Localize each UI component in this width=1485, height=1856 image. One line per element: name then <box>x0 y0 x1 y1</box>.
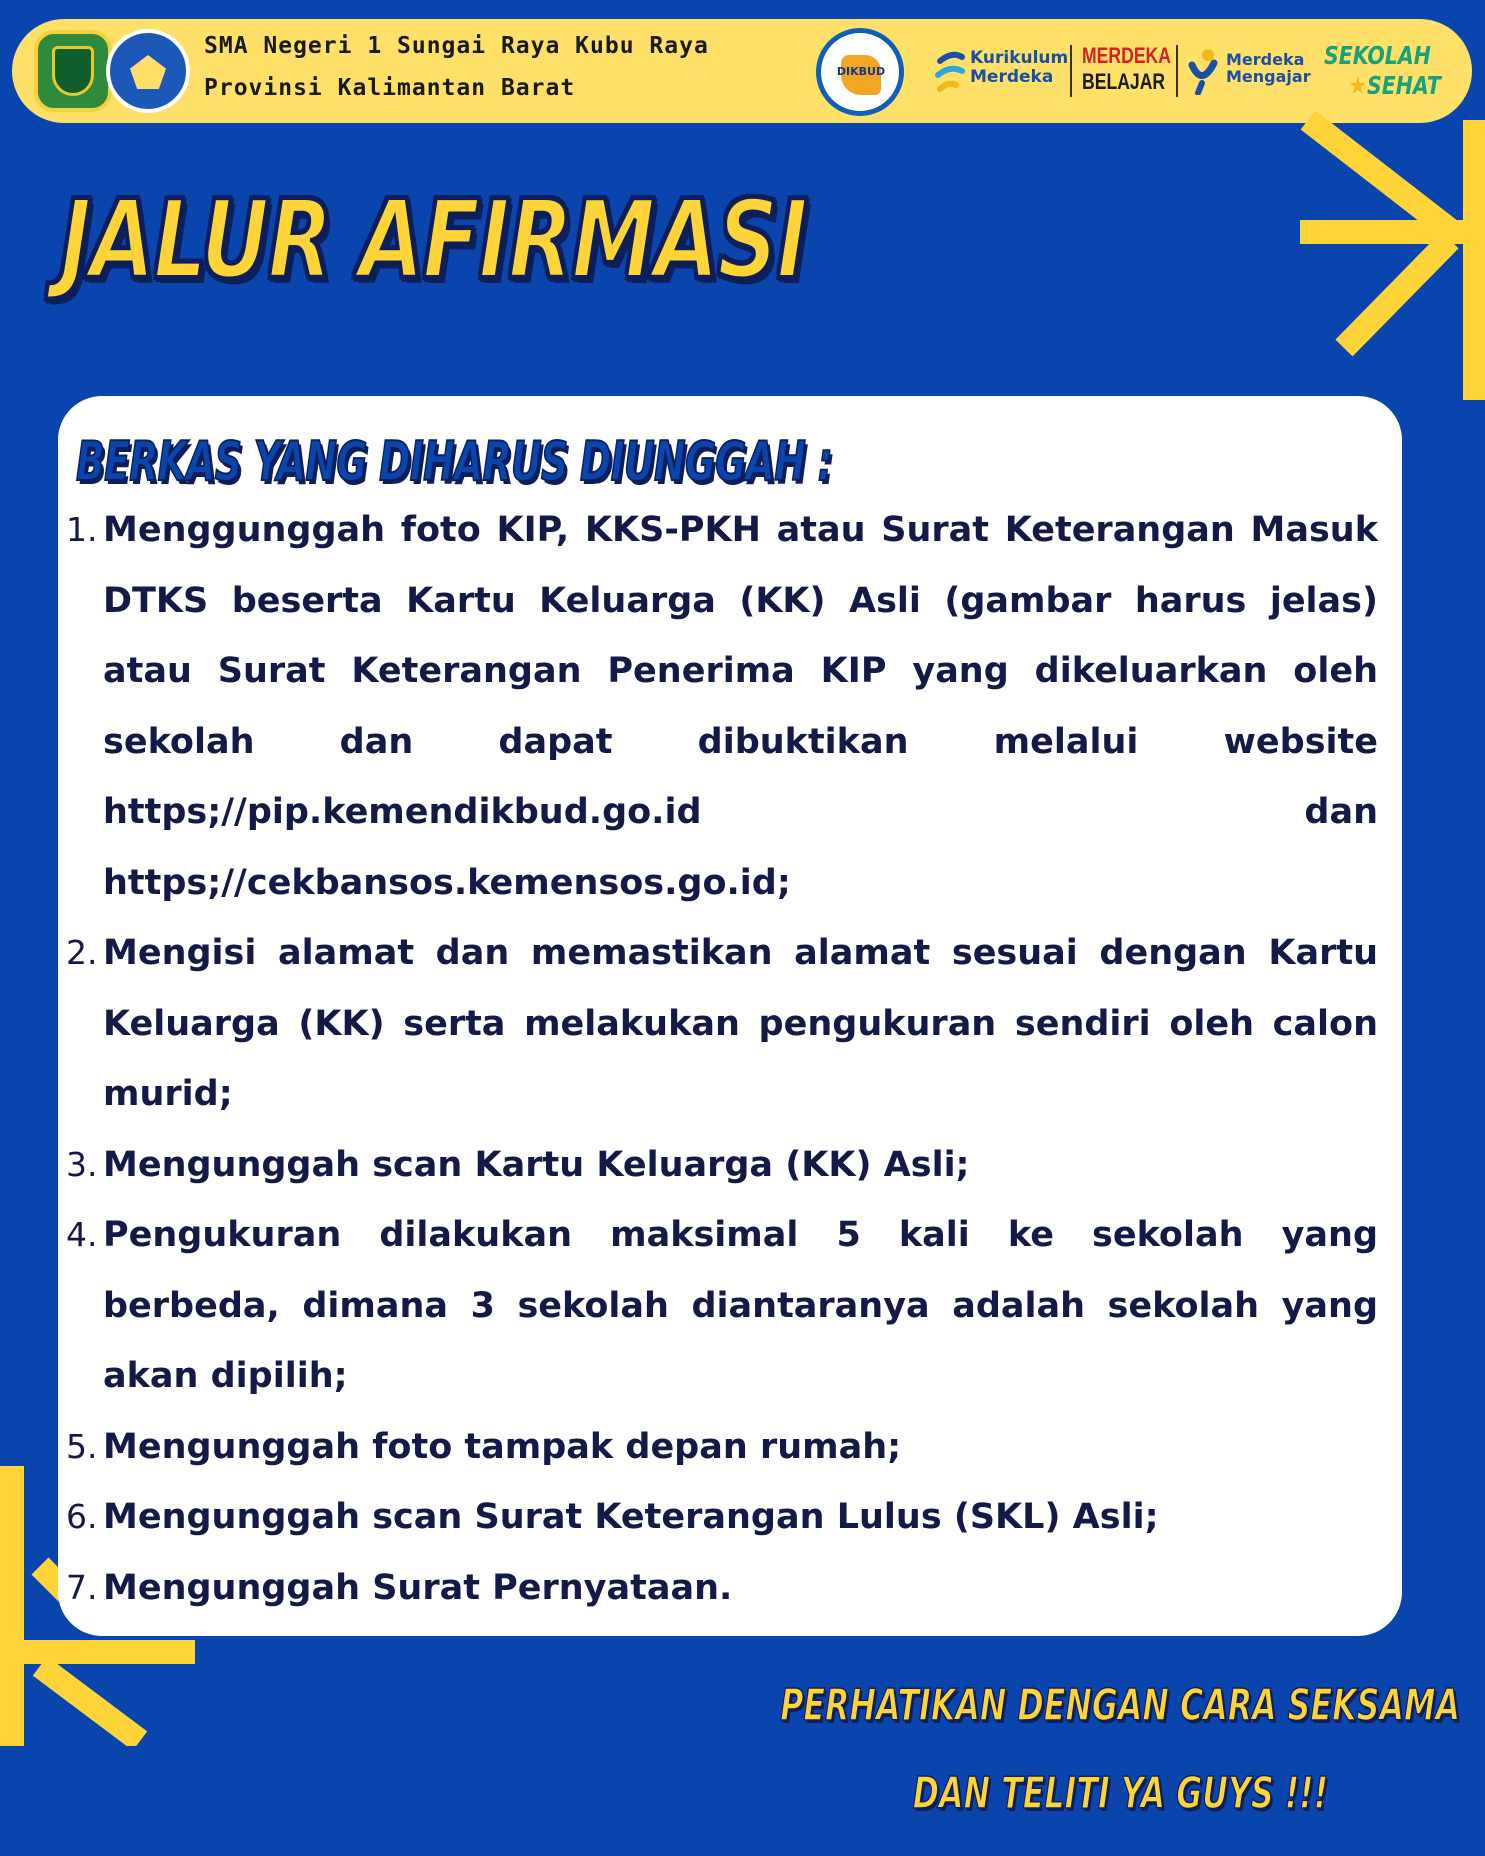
page-title: JALUR AFIRMASI <box>60 178 807 303</box>
footer-line1: PERHATIKAN DENGAN CARA SEKSAMA <box>780 1680 1460 1731</box>
list-item <box>66 1553 1378 1624</box>
footer-note <box>780 1662 1460 1838</box>
list-item <box>66 1482 1378 1553</box>
card-heading: BERKAS YANG DIHARUS DIUNGGAH : <box>76 430 833 493</box>
merdeka-mengajar-logo <box>1226 51 1311 85</box>
list-item-text: Mengunggah scan Surat Keterangan Lulus (SKL) Asli; <box>103 1497 1159 1537</box>
list-item-text: Mengisi alamat dan memastikan alamat sesuai dengan Kartu Keluarga (KK) serta melakukan pengukuran sendiri oleh calon murid; <box>103 933 1378 1114</box>
kurikulum-merdeka-icon <box>934 47 966 95</box>
footer-line2: DAN TELITI YA GUYS !!! <box>912 1768 1328 1819</box>
list-item <box>66 1130 1378 1201</box>
requirements-list <box>66 495 1378 1623</box>
sekolah-sehat-line1: SEKOLAH <box>1324 41 1431 70</box>
list-item-number: 2. <box>66 933 98 972</box>
merdeka-mengajar-line1: Merdeka <box>1226 50 1305 69</box>
list-item-number: 3. <box>66 1144 98 1184</box>
kalbar-province-logo-icon <box>34 30 112 112</box>
merdeka-mengajar-line2: Mengajar <box>1226 67 1311 86</box>
merdeka-belajar-logo <box>1082 43 1171 95</box>
list-item-number: 6. <box>66 1497 98 1536</box>
list-item <box>66 918 1378 1130</box>
list-item <box>66 495 1378 918</box>
merdeka-belajar-line1: MERDEKA <box>1082 43 1171 68</box>
list-item-number: 5. <box>66 1426 98 1466</box>
header-bar <box>12 19 1472 123</box>
kurikulum-line2: Merdeka <box>970 67 1054 87</box>
logo-divider <box>1176 45 1178 97</box>
merdeka-mengajar-icon <box>1188 47 1218 95</box>
list-item-number: 7. <box>66 1567 98 1607</box>
dikbud-logo-icon <box>816 28 904 116</box>
school-name: SMA Negeri 1 Sungai Raya Kubu Raya <box>204 33 709 59</box>
tut-wuri-handayani-logo-icon <box>106 29 190 113</box>
dikbud-logo-text: DIKBUD <box>836 65 886 78</box>
merdeka-belajar-line2: BELAJAR <box>1082 69 1166 94</box>
logo-divider <box>1070 45 1072 97</box>
province-name: Provinsi Kalimantan Barat <box>204 75 576 101</box>
list-item <box>66 1412 1378 1483</box>
list-item-text: Menggunggah foto KIP, KKS-PKH atau Surat Keterangan Masuk DTKS beserta Kartu Keluarga (KK) Asli (gambar harus jelas) atau Surat Keterangan Penerima KIP yang dikeluarkan oleh sekolah dan dapat dibuktikan melalui website https;//pip.kemendikbud.go.id dan https;//cekbansos.kemensos.go.id; <box>103 510 1378 903</box>
kurikulum-line1: Kurikulum <box>970 48 1069 68</box>
list-item-number: 1. <box>66 510 98 549</box>
list-item <box>66 1200 1378 1412</box>
sekolah-sehat-logo <box>1324 41 1441 101</box>
list-item-text: Pengukuran dilakukan maksimal 5 kali ke sekolah yang berbeda, dimana 3 sekolah diantaranya adalah sekolah yang akan dipilih; <box>103 1215 1378 1396</box>
kurikulum-merdeka-logo <box>970 49 1068 87</box>
list-item-text: Mengunggah scan Kartu Keluarga (KK) Asli; <box>103 1144 970 1185</box>
list-item-text: Mengunggah Surat Pernyataan. <box>103 1567 733 1608</box>
arrow-decoration-top-right-icon <box>1290 110 1485 400</box>
list-item-text: Mengunggah foto tampak depan rumah; <box>103 1426 902 1467</box>
list-item-number: 4. <box>66 1215 98 1254</box>
sekolah-sehat-line2: SEHAT <box>1366 71 1441 100</box>
star-icon: ★ <box>1348 71 1367 100</box>
